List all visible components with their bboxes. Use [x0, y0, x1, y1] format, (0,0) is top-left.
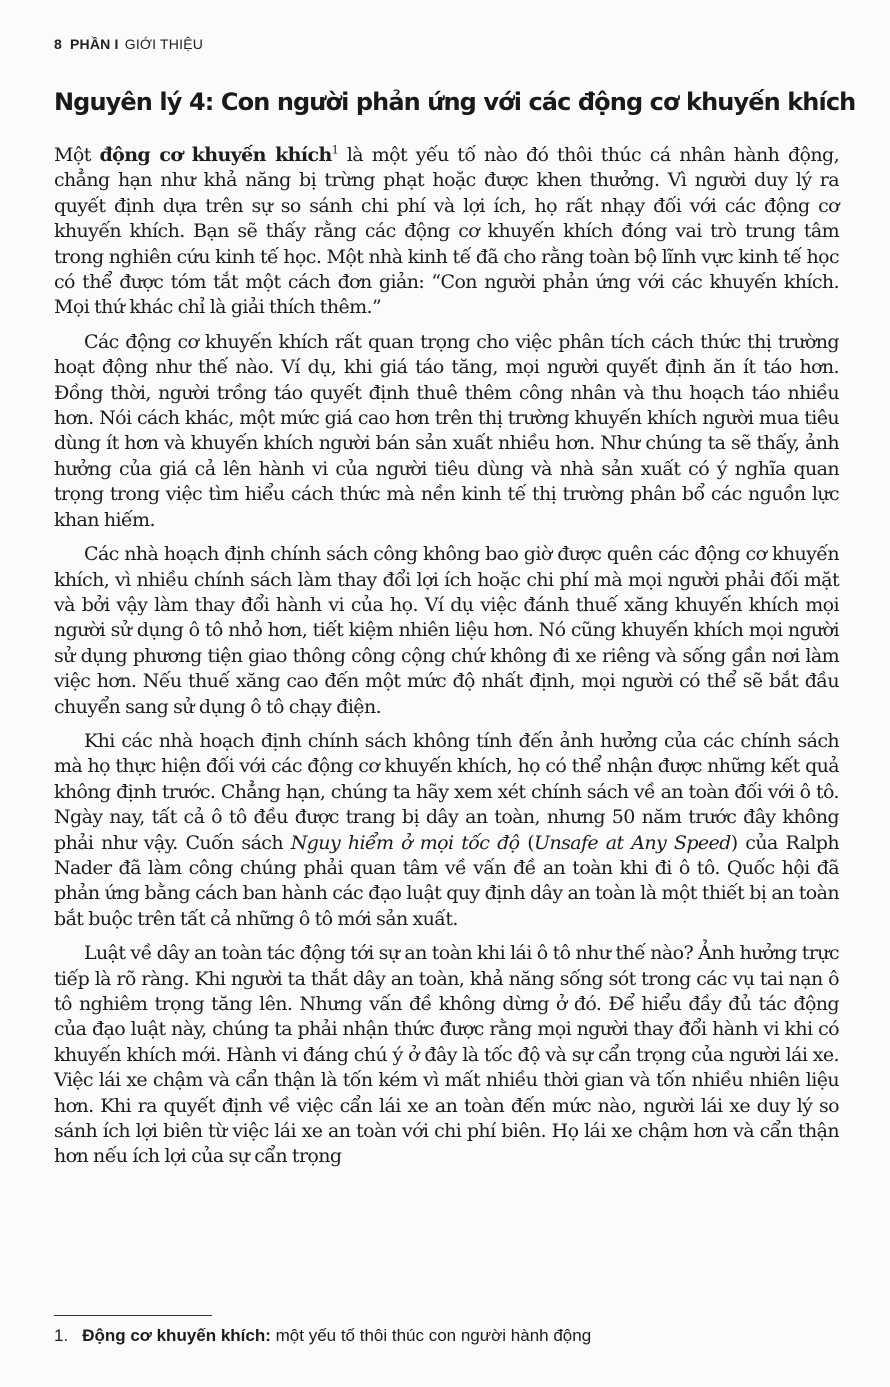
part-label: PHẦN I [70, 36, 119, 52]
section-heading: Nguyên lý 4: Con người phản ứng với các động cơ khuyến khích [54, 88, 856, 116]
paren-open: ( [519, 831, 535, 854]
paragraph-1 [54, 143, 839, 321]
paragraph-2: Các động cơ khuyến khích rất quan trọng cho việc phân tích cách thức thị trường hoạt động như thế nào. Ví dụ, khi giá táo tăng, mọi người quyết định ăn ít táo hơn. Đồng thời, người trồng táo quyết định thuê thêm công nhân và thu hoạch táo nhiều hơn. Nói cách khác, một mức giá cao hơn trên thị trường khuyến khích người mua tiêu dùng ít hơn và khuyến khích người bán sản xuất nhiều hơn. Như chúng ta sẽ thấy, ảnh hưởng của giá cả lên hành vi của người tiêu dùng và nhà sản xuất có ý nghĩa quan trọng trong việc tìm hiểu cách thức mà nền kinh tế thị trường phân bổ các nguồn lực khan hiếm. [54, 330, 839, 531]
defined-term: động cơ khuyến khích [99, 144, 332, 166]
section-label: GIỚI THIỆU [124, 36, 204, 52]
book-title-vi: Nguy hiểm ở mọi tốc độ [290, 831, 520, 854]
paragraph-1-lead: Một [54, 144, 100, 166]
body-text [54, 143, 839, 1179]
paragraph-1-text: là một yếu tố nào đó thôi thúc cá nhân hành động, chẳng hạn như khả năng bị trừng phạt hoặc được khen thưởng. Vì người duy lý ra quyết định dựa trên sự so sánh chi phí và lợi ích, họ rất nhạy đối với các động cơ khuyến khích. Bạn sẽ thấy rằng các động cơ khuyến khích đóng vai trò trung tâm trong nghiên cứu kinh tế học. Một nhà kinh tế đã cho rằng toàn bộ lĩnh vực kinh tế học có thể được tóm tắt một cách đơn giản: “Con người phản ứng với các khuyến khích. Mọi thứ khác chỉ là giải thích thêm.” [54, 144, 840, 319]
paragraph-5: Luật về dây an toàn tác động tới sự an toàn khi lái ô tô như thế nào? Ảnh hưởng trực tiếp là rõ ràng. Khi người ta thắt dây an toàn, khả năng sống sót trong các vụ tai nạn ô tô nghiêm trọng tăng lên. Nhưng vấn đề không dừng ở đó. Để hiểu đầy đủ tác động của đạo luật này, chúng ta phải nhận thức được rằng mọi người thay đổi hành vi khi có khuyến khích mới. Hành vi đáng chú ý ở đây là tốc độ và sự cẩn trọng của người lái xe. Việc lái xe chậm và cẩn thận là tốn kém vì mất nhiều thời gian và tốn nhiều nhiên liệu hơn. Khi ra quyết định về việc cẩn lái xe an toàn đến mức nào, người lái xe duy lý so sánh ích lợi biên từ việc lái xe an toàn với chi phí biên. Họ lái xe chậm hơn và cẩn thận hơn nếu ích lợi của sự cẩn trọng [54, 942, 839, 1168]
book-title-en: Unsafe at Any Speed [534, 831, 731, 854]
footnote-marker: 1 [331, 143, 339, 157]
paragraph-4-lead: Khi các nhà hoạch định chính sách không tính đến ảnh hưởng của các chính sách mà họ thực hiện đối với các động cơ khuyến khích, họ có thể nhận được những kết quả không định trước. Chẳng hạn, chúng ta hãy xem xét chính sách về an toàn đối với ô tô. Ngày nay, tất cả ô tô đều được trang bị dây an toàn, nhưng 50 năm trước đây không phải như vậy. Cuốn sách [54, 729, 839, 854]
footnote [54, 1326, 854, 1346]
footnote-text: một yếu tố thôi thúc con người hành động [270, 1326, 592, 1345]
footnote-number: 1. [54, 1326, 69, 1345]
paragraph-3: Các nhà hoạch định chính sách công không bao giờ được quên các động cơ khuyến khích, vì nhiều chính sách làm thay đổi lợi ích hoặc chi phí mà mọi người phải đối mặt và bởi vậy làm thay đổi hành vi của họ. Ví dụ việc đánh thuế xăng khuyến khích mọi người sử dụng ô tô nhỏ hơn, tiết kiệm nhiên liệu hơn. Nó cũng khuyến khích mọi người sử dụng phương tiện giao thông công cộng chứ không đi xe riêng và sống gần nơi làm việc hơn. Nếu thuế xăng cao đến một mức độ nhất định, mọi người có thể sẽ bắt đầu chuyển sang sử dụng ô tô chạy điện. [54, 543, 839, 718]
running-head-separator [120, 36, 124, 52]
running-head [54, 36, 203, 52]
paragraph-4 [54, 729, 839, 932]
footnote-term: Động cơ khuyến khích: [82, 1326, 271, 1345]
paragraph-4-text: ) của Ralph Nader đã làm công chúng phải quan tâm về vấn đề an toàn khi đi ô tô. Quốc hội đã phản ứng bằng cách ban hành các đạo luật quy định dây an toàn là một thiết bị an toàn bắt buộc trên tất cả những ô tô mới sản xuất. [54, 831, 839, 930]
footnote-divider [54, 1315, 212, 1316]
page-number: 8 [54, 36, 62, 52]
